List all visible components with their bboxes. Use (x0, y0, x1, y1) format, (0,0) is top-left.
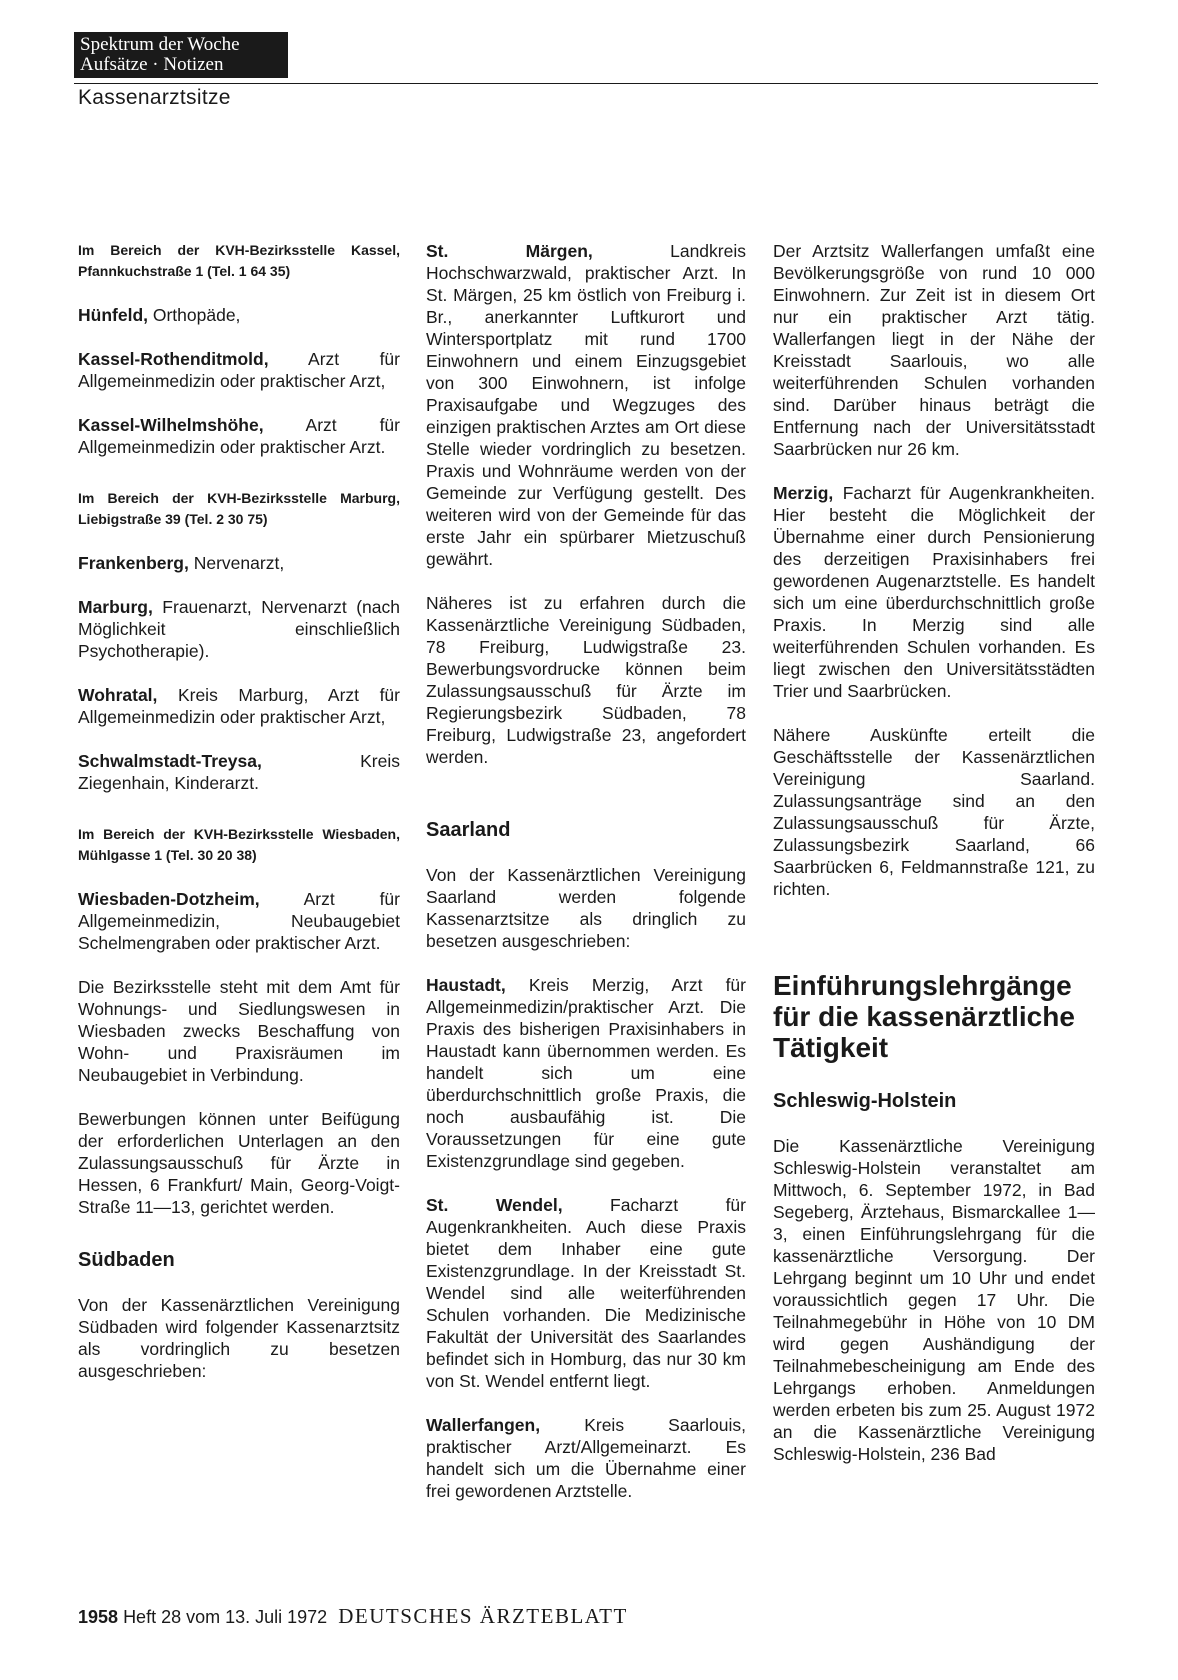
listing-rothenditmold (78, 348, 400, 392)
listing-text: Arzt für Allgemeinmedizin oder praktischer Arzt. (78, 415, 400, 457)
listing-wohratal (78, 684, 400, 728)
schleswig-holstein-heading: Schleswig-Holstein (773, 1090, 957, 1112)
listing-marburg (78, 596, 400, 662)
listing-text: Facharzt für Augenkrankheiten. Hier besteht die Möglichkeit der Übernahme einer durch Pensionierung des derzeitigen Praxisinhabers frei gewordenen Augenarztstelle. Es handelt sich um eine überdurchschnittlich große Praxis. In Merzig sind alle weiterführenden Schulen vorhanden. Es liegt zwischen den Universitätsstädten Trier und Saarbrücken. (773, 483, 1095, 701)
auskuenfte-paragraph: Nähere Auskünfte erteilt die Geschäftsstelle der Kassenärztlichen Vereinigung Saarland. Zulassungsanträge sind an den Zulassungsausschuß für Ärzte, Zulassungsbezirk Saarland, 66 Saarbrücken 6, Feldmannstraße 121, zu richten. (773, 725, 1095, 899)
kvh-wiesbaden-heading: Im Bereich der KVH-Bezirksstelle Wiesbaden, Mühlgasse 1 (Tel. 30 20 38) (78, 826, 400, 863)
magazine-name: DEUTSCHES ÄRZTEBLATT (338, 1604, 628, 1628)
suedbaden-intro: Von der Kassenärztlichen Vereinigung Südbaden wird folgender Kassenarztsitz als vordringlich zu besetzen ausgeschrieben: (78, 1295, 400, 1381)
listing-place: Wohratal, (78, 685, 158, 705)
listing-st-maergen (426, 240, 746, 570)
rubric-title: Kassenarztsitze (78, 86, 231, 109)
kvh-marburg-heading: Im Bereich der KVH-Bezirksstelle Marburg, Liebigstraße 39 (Tel. 2 30 75) (78, 490, 400, 527)
listing-text: Kreis Marburg, Arzt für Allgemeinmedizin oder praktischer Arzt, (78, 685, 400, 727)
suedbaden-heading: Südbaden (78, 1249, 175, 1271)
listing-text: Orthopäde, (148, 305, 241, 325)
listing-text: Arzt für Allgemeinmedizin, Neubaugebiet Schelmengraben oder praktischer Arzt. (78, 889, 400, 953)
column-1 (78, 240, 400, 1404)
section-tag-line1: Spektrum der Woche (80, 34, 240, 55)
listing-text: Kreis Saarlouis, praktischer Arzt/Allgemeinarzt. Es handelt sich um die Übernahme einer frei gewordenen Arztstelle. (426, 1415, 746, 1501)
section-tag-line2: Aufsätze · Notizen (80, 54, 224, 75)
listing-huenfeld (78, 304, 400, 326)
listing-place: Hünfeld, (78, 305, 148, 325)
listing-st-wendel (426, 1194, 746, 1392)
kvh-kassel-heading: Im Bereich der KVH-Bezirksstelle Kassel, Pfannkuchstraße 1 (Tel. 1 64 35) (78, 242, 400, 279)
listing-text: Landkreis Hochschwarzwald, praktischer Arzt. In St. Märgen, 25 km östlich von Freiburg i. Br., anerkannter Luftkurort und Wintersportplatz mit rund 1700 Einwohnern und einem Einzugsgebiet von 300 Einwohnern, ist infolge Praxisaufgabe und Wegzuges des einzigen praktischen Arztes am Ort diese Stelle wieder vordringlich zu besetzen. Praxis und Wohnräume werden von der Gemeinde zur Verfügung gestellt. Des weiteren wird von der Gemeinde für das erste Jahr ein spürbarer Mietzuschuß gewährt. (426, 241, 746, 569)
listing-place: Kassel-Rothenditmold, (78, 349, 269, 369)
listing-text: Frauenarzt, Nervenarzt (nach Möglichkeit einschließlich Psychotherapie). (78, 597, 400, 661)
saarland-intro: Von der Kassenärztlichen Vereinigung Saarland werden folgende Kassenarztsitze als dringlich zu besetzen ausgeschrieben: (426, 865, 746, 951)
listing-text: Kreis Ziegenhain, Kinderarzt. (78, 751, 400, 793)
arztsitz-paragraph: Der Arztsitz Wallerfangen umfaßt eine Bevölkerungsgröße von rund 10 000 Einwohnern. Zur Zeit ist in diesem Ort nur ein praktischer Arzt tätig. Wallerfangen liegt in der Nähe der Kreisstadt Saarlouis, wo alle weiterführenden Schulen vorhanden sind. Darüber hinaus beträgt die Entfernung nach der Universitätsstadt Saarbrücken nur 26 km. (773, 241, 1095, 459)
listing-place: St. Wendel, (426, 1195, 563, 1215)
listing-text: Nervenarzt, (188, 553, 285, 573)
bezirksstelle-paragraph: Die Bezirksstelle steht mit dem Amt für Wohnungs- und Siedlungswesen in Wiesbaden zwecks Beschaffung von Wohn- und Praxisräumen im Neubaugebiet in Verbindung. (78, 977, 400, 1085)
listing-place: Wallerfangen, (426, 1415, 541, 1435)
listing-place: Wiesbaden-Dotzheim, (78, 889, 260, 909)
header-rule (74, 83, 1098, 84)
listing-place: Marburg, (78, 597, 153, 617)
listing-place: Frankenberg, (78, 553, 189, 573)
listing-wilhelmshoehe (78, 414, 400, 458)
listing-haustadt (426, 974, 746, 1172)
listing-text: Arzt für Allgemeinmedizin oder praktischer Arzt, (78, 349, 400, 391)
listing-place: Kassel-Wilhelmshöhe, (78, 415, 264, 435)
column-3 (773, 240, 1095, 1487)
listing-schwalmstadt (78, 750, 400, 794)
listing-place: Merzig, (773, 483, 834, 503)
listing-place: St. Märgen, (426, 241, 593, 261)
saarland-heading: Saarland (426, 819, 511, 841)
listing-merzig (773, 482, 1095, 702)
page-number: 1958 (78, 1607, 119, 1627)
listing-text: Kreis Merzig, Arzt für Allgemeinmedizin/praktischer Arzt. Die Praxis des bisherigen Praxisinhabers in Haustadt kann übernommen werden. Es handelt sich um eine überdurchschnittlich große Praxis, die noch ausbaufähig ist. Die Voraussetzungen für eine gute Existenzgrundlage sind gegeben. (426, 975, 746, 1171)
listing-text: Facharzt für Augenkrankheiten. Auch diese Praxis bietet dem Inhaber eine gute Existenzgrundlage. In der Kreisstadt St. Wendel sind alle weiterführenden Schulen vorhanden. Die Medizinische Fakultät der Universität des Saarlandes befindet sich in Homburg, das nur 30 km von St. Wendel entfernt liegt. (426, 1195, 746, 1391)
bewerbungen-paragraph: Bewerbungen können unter Beifügung der erforderlichen Unterlagen an den Zulassungsausschuß für Ärzte in Hessen, 6 Frankfurt/ Main, Georg-Voigt-Straße 11—13, gerichtet werden. (78, 1109, 400, 1217)
article-heading: Einführungslehrgänge für die kassenärztliche Tätigkeit (773, 970, 1075, 1063)
page-footer (78, 1605, 628, 1628)
listing-frankenberg (78, 552, 400, 574)
naeheres-paragraph: Näheres ist zu erfahren durch die Kassenärztliche Vereinigung Südbaden, 78 Freiburg, Ludwigstraße 23. Bewerbungsvordrucke können beim Zulassungsausschuß für Ärzte im Regierungsbezirk Südbaden, 78 Freiburg, Ludwigstraße 23, angefordert werden. (426, 593, 746, 767)
schleswig-holstein-paragraph: Die Kassenärztliche Vereinigung Schleswig-Holstein veranstaltet am Mittwoch, 6. September 1972, in Bad Segeberg, Ärztehaus, Bismarckallee 1—3, einen Einführungslehrgang für die kassenärztliche Versorgung. Der Lehrgang beginnt um 10 Uhr und endet voraussichtlich gegen 17 Uhr. Die Teilnahmegebühr in Höhe von 10 DM wird gegen Aushändigung der Teilnahmebescheinigung am Ende des Lehrgangs erhoben. Anmeldungen werden erbeten bis zum 25. August 1972 an die Kassenärztliche Vereinigung Schleswig-Holstein, 236 Bad (773, 1136, 1095, 1464)
listing-place: Schwalmstadt-Treysa, (78, 751, 262, 771)
section-tag (74, 32, 288, 78)
listing-wallerfangen (426, 1414, 746, 1502)
listing-place: Haustadt, (426, 975, 506, 995)
listing-dotzheim (78, 888, 400, 954)
issue-info: Heft 28 vom 13. Juli 1972 (123, 1607, 328, 1627)
column-2 (426, 240, 746, 1524)
